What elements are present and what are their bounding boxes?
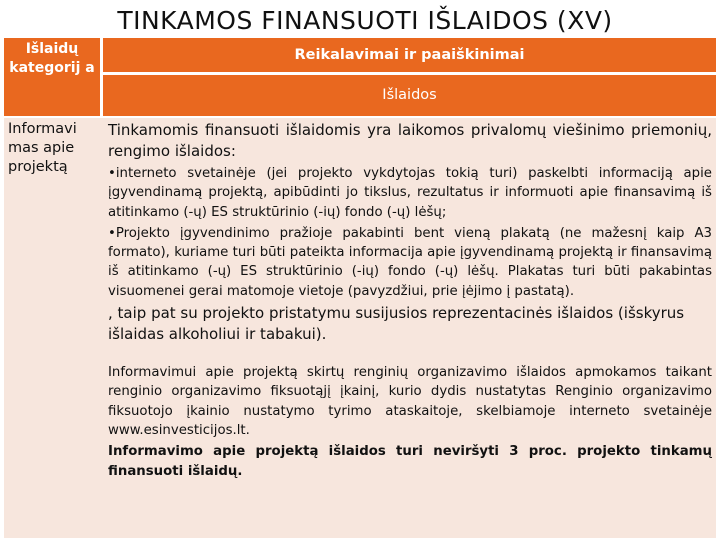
category-cell: Informavi mas apie projektą xyxy=(8,121,77,175)
bold-paragraph: Informavimo apie projektą išlaidos turi neviršyti 3 proc. projekto tinkamų finansuoti išlaidų. xyxy=(108,444,712,479)
info-paragraph: Informavimui apie projektą skirtų renginių organizavimo išlaidos apmokamos taikant renginio organizavimo fiksuotąjį įkainį, kurio dydis nustatytas Renginio organizavimo fiksuotojo įkainio nustatymo tyrimo ataskaitoje, skelbiamoje interneto svetainėje www.esinvesticijos.lt. xyxy=(108,365,712,438)
header-subtitle: Išlaidos xyxy=(103,75,716,116)
slide-title: TINKAMOS FINANSUOTI IŠLAIDOS (XV) xyxy=(117,6,613,35)
header-requirements: Reikalavimai ir paaiškinimai xyxy=(103,38,716,72)
requirements-cell xyxy=(108,120,712,481)
bullet-item: •Projekto įgyvendinimo pražioje pakabinti bent vieną plakatą (ne mažesnį kaip A3 formato), kuriame turi būti pateikta informacija apie įgyvendinamą projektą ir finansavimą iš atitinkamo (-ų) ES struktūrinio (-ių) fondo (-ų) lėšų. Plakatas turi būti pakabintas visuomenei gerai matomoje vietoje (pavyzdžiui, prie įėjimo į pastatą). xyxy=(108,225,712,299)
continuation-text: , taip pat su projekto pristatymu susijusios reprezentacinės išlaidos (išskyrus išlaidas alkoholiui ir tabakui). xyxy=(108,304,685,344)
intro-text: Tinkamomis finansuoti išlaidomis yra laikomos privalomų viešinimo priemonių, rengimo išlaidos: xyxy=(108,121,712,160)
bullet-item: •interneto svetainėje (jei projekto vykdytojas tokią turi) paskelbti informaciją apie įgyvendinamą projektą, apibūdinti jo tikslus, rezultatus ir informuoti apie finansavimą iš atitinkamo (-ų) ES struktūrinio (-ių) fondo (-ų) lėšų; xyxy=(108,166,712,220)
header-category: Išlaidų kategorij a xyxy=(4,38,100,116)
